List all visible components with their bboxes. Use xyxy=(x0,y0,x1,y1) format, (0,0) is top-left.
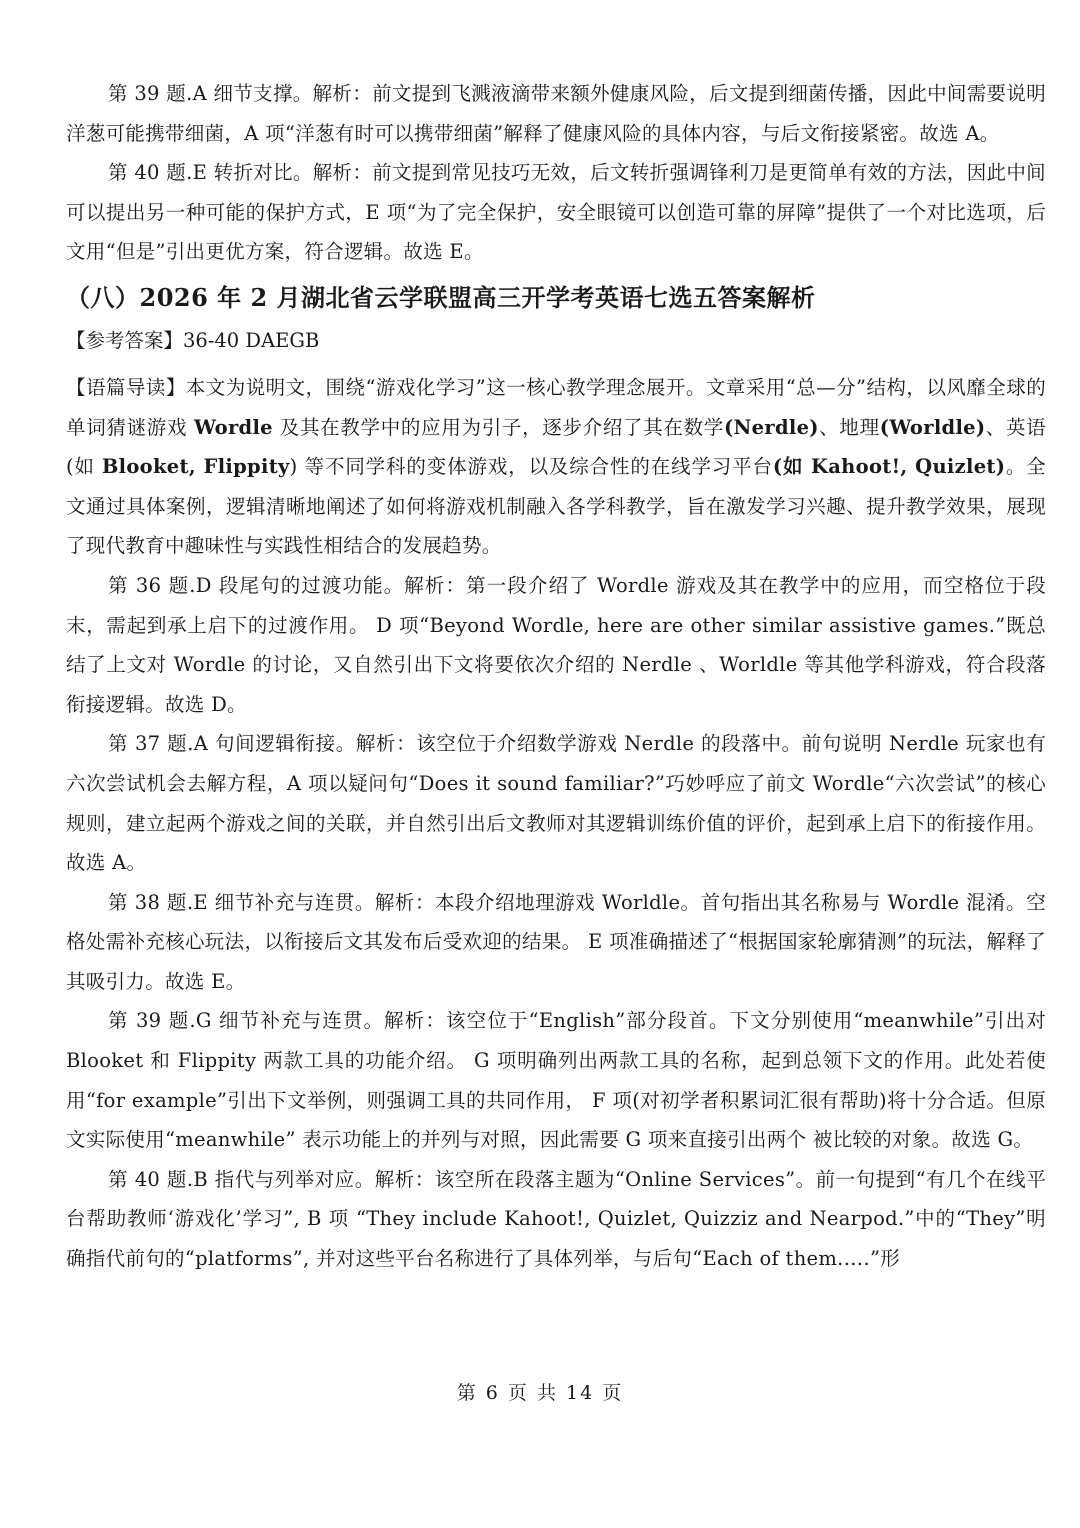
explanation-q40: 第 40 题.B 指代与列举对应。解析：该空所在段落主题为“Online Services”。前一句提到“有几个在线平台帮助教师‘游戏化’学习”, B 项 “They include Kahoot!, Quizlet, Quizziz and Nearpod.”中的“They”明确指代前句的“platforms”, 并对这些平台名称进行了具体列举，与后句“Each of them.….”形 xyxy=(66,1167,1046,1271)
section-heading: （八）2026 年 2 月湖北省云学联盟高三开学考英语七选五答案解析 xyxy=(66,282,816,312)
explanation-q37: 第 37 题.A 句间逻辑衔接。解析：该空位于介绍数学游戏 Nerdle 的段落中。前句说明 Nerdle 玩家也有六次尝试机会去解方程，A 项以疑问句“Does it sound familiar?”巧妙呼应了前文 Wordle“六次尝试”的核心规则，建立起两个游戏之间的关联，并自然引出后文教师对其逻辑训练价值的评价，起到承上启下的衔接作用。故选 A。 xyxy=(66,732,1046,875)
intro-bold-kahoot-quizlet: (如 Kahoot!, Quizlet) xyxy=(772,455,1006,479)
explanation-q39-prev: 第 39 题.A 细节支撑。解析：前文提到飞溅液滴带来额外健康风险，后文提到细菌传播，因此中间需要说明洋葱可能携带细菌，A 项“洋葱有时可以携带细菌”解释了健康风险的具体内容，与后文衔接紧密。故选 A。 xyxy=(66,82,1046,145)
explanation-q38: 第 38 题.E 细节补充与连贯。解析：本段介绍地理游戏 Worldle。首句指出其名称易与 Wordle 混淆。空格处需补充核心玩法，以衔接后文其发布后受欢迎的结果。 E 项准确描述了“根据国家轮廓猜测”的玩法，解释了其吸引力。故选 E。 xyxy=(66,890,1046,993)
explanation-q39: 第 39 题.G 细节补充与连贯。解析：该空位于“English”部分段首。下文分别使用“meanwhile”引出对 Blooket 和 Flippity 两款工具的功能介绍。 G 项明确列出两款工具的名称，起到总领下文的作用。此处若使用“for example”引出下文举例，则强调工具的共同作用， F 项(对初学者积累词汇很有帮助)将十分合适。但原文实际使用“meanwhile” 表示功能上的并列与对照，因此需要 G 项来直接引出两个 被比较的对象。故选 G。 xyxy=(66,1009,1046,1152)
intro-text-1: 【语篇导读】本文为说明文，围绕“游戏化学习”这一核心教学理念展开。文章采用“总—分”结构，以风靡全球的单词猜谜游戏 xyxy=(66,375,1046,439)
page-content xyxy=(66,74,1046,1279)
page-footer: 第 6 页 共 14 页 xyxy=(456,1382,624,1404)
intro-bold-blooket-flippity: Blooket, Flippity xyxy=(101,455,290,479)
explanation-q36: 第 36 题.D 段尾句的过渡功能。解析：第一段介绍了 Wordle 游戏及其在教学中的应用，而空格位于段末，需起到承上启下的过渡作用。 D 项“Beyond Wordle, here are other similar assistive games.”既总结了上文对 Wordle 的讨论，又自然引出下文将要依次介绍的 Nerdle 、Worldle 等其他学科游戏，符合段落衔接逻辑。故选 D。 xyxy=(66,573,1047,716)
intro-bold-nerdle: (Nerdle) xyxy=(724,415,819,439)
intro-bold-worldle: (Worldle) xyxy=(879,415,986,439)
intro-text-4: 、英语(如 xyxy=(66,415,1046,479)
explanation-q40-prev: 第 40 题.E 转折对比。解析：前文提到常见技巧无效，后文转折强调锋利刀是更简单有效的方法，因此中间可以提出另一种可能的保护方式，E 项“为了完全保护，安全眼镜可以创造可靠的屏障”提供了一个对比选项，后文用“但是”引出更优方案，符合逻辑。故选 E。 xyxy=(66,161,1046,264)
passage-intro xyxy=(66,368,1046,566)
intro-text-3: 、地理 xyxy=(818,415,880,439)
intro-text-6: 。全文通过具体案例，逻辑清晰地阐述了如何将游戏机制融入各学科教学，旨在激发学习兴趣、提升教学效果，展现了现代教育中趣味性与实践性相结合的发展趋势。 xyxy=(66,455,1046,558)
intro-text-2: 及其在教学中的应用为引子，逐步介绍了其在数学 xyxy=(272,415,725,439)
intro-text-5: ) 等不同学科的变体游戏，以及综合性的在线学习平台 xyxy=(289,455,773,479)
intro-bold-wordle: Wordle xyxy=(194,415,273,439)
reference-answer: 【参考答案】36-40 DAEGB xyxy=(66,328,320,352)
